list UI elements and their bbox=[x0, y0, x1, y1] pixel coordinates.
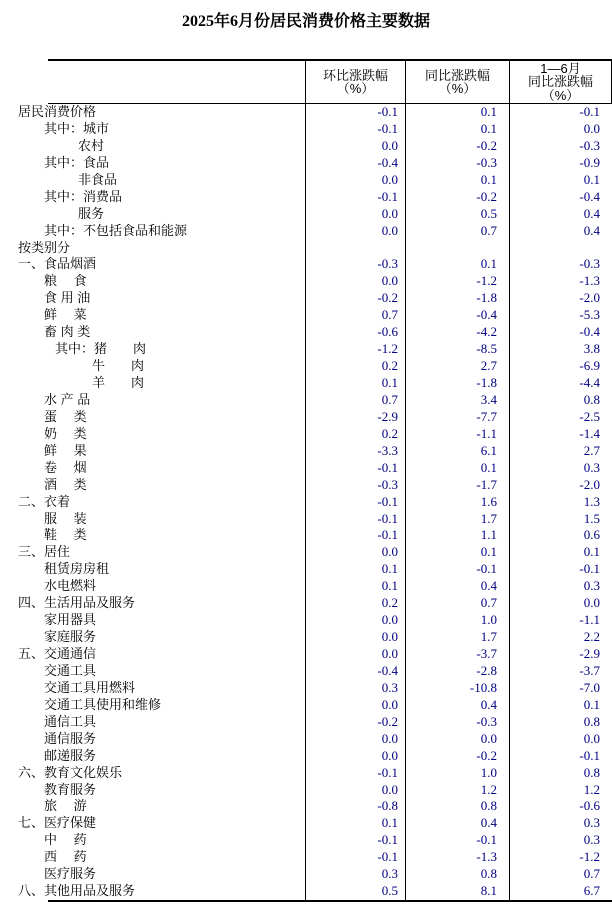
value-ytd: -0.4 bbox=[579, 188, 600, 204]
value-yoy: -0.4 bbox=[406, 307, 510, 324]
value-mom: -3.3 bbox=[306, 443, 406, 460]
row-label: 三、居住 bbox=[0, 544, 306, 561]
col-header-yoy bbox=[406, 61, 510, 103]
row-label: 医疗服务 bbox=[0, 866, 306, 883]
value-yoy: -1.7 bbox=[406, 477, 510, 494]
value-yoy: 1.0 bbox=[406, 765, 510, 782]
table-row bbox=[0, 697, 612, 714]
value-mom: -0.4 bbox=[306, 155, 406, 172]
value-mom: 0.5 bbox=[306, 883, 406, 900]
table-row bbox=[0, 375, 612, 392]
row-label: 四、生活用品及服务 bbox=[0, 595, 306, 612]
value-yoy: -7.7 bbox=[406, 409, 510, 426]
row-label: 粮 食 bbox=[0, 273, 306, 290]
table-row bbox=[0, 578, 612, 595]
value-mom: 0.2 bbox=[306, 358, 406, 375]
value-yoy: 0.4 bbox=[406, 815, 510, 832]
value-yoy: -1.2 bbox=[406, 273, 510, 290]
value-ytd: 1.2 bbox=[583, 781, 600, 797]
value-mom: -0.1 bbox=[306, 104, 406, 121]
value-ytd: 6.7 bbox=[583, 883, 600, 899]
value-mom: -0.4 bbox=[306, 663, 406, 680]
value-yoy: 1.2 bbox=[406, 782, 510, 799]
table-row bbox=[0, 731, 612, 748]
value-mom: 0.0 bbox=[306, 612, 406, 629]
table-row bbox=[0, 561, 612, 578]
row-label: 八、其他用品及服务 bbox=[0, 883, 306, 900]
table-row bbox=[0, 527, 612, 544]
value-ytd: -1.2 bbox=[579, 849, 600, 865]
value-yoy: -0.3 bbox=[406, 155, 510, 172]
value-ytd: -0.1 bbox=[579, 561, 600, 577]
value-mom: 0.0 bbox=[306, 748, 406, 765]
value-mom: 0.1 bbox=[306, 578, 406, 595]
row-label: 交通工具 bbox=[0, 663, 306, 680]
table-row bbox=[0, 629, 612, 646]
row-label: 旅 游 bbox=[0, 798, 306, 815]
table-row bbox=[0, 409, 612, 426]
table-row bbox=[0, 544, 612, 561]
value-ytd: 0.4 bbox=[583, 205, 600, 221]
col-header-ytd bbox=[510, 61, 612, 103]
value-yoy: 1.0 bbox=[406, 612, 510, 629]
value-ytd: -0.9 bbox=[579, 154, 600, 170]
value-yoy: -0.2 bbox=[406, 138, 510, 155]
row-label: 二、衣着 bbox=[0, 494, 306, 511]
value-yoy: 0.5 bbox=[406, 206, 510, 223]
table-row bbox=[0, 866, 612, 883]
cpi-table bbox=[0, 59, 612, 902]
table-row bbox=[0, 663, 612, 680]
table-row bbox=[0, 426, 612, 443]
value-ytd: 0.1 bbox=[583, 696, 600, 712]
col-header-yoy-line1: 同比涨跌幅 bbox=[424, 67, 490, 83]
value-mom: -2.9 bbox=[306, 409, 406, 426]
value-yoy: -1.3 bbox=[406, 849, 510, 866]
value-mom: 0.7 bbox=[306, 392, 406, 409]
table-row bbox=[0, 815, 612, 832]
table-row bbox=[0, 832, 612, 849]
table-row bbox=[0, 714, 612, 731]
value-mom bbox=[306, 240, 406, 257]
value-yoy: -3.7 bbox=[406, 646, 510, 663]
row-label: 居民消费价格 bbox=[0, 104, 306, 121]
table-row bbox=[0, 765, 612, 782]
value-yoy: -0.3 bbox=[406, 714, 510, 731]
row-label: 其中：食品 bbox=[0, 155, 306, 172]
row-label: 其中：不包括食品和能源 bbox=[0, 223, 306, 240]
value-mom: -0.1 bbox=[306, 765, 406, 782]
value-yoy bbox=[406, 240, 510, 257]
value-yoy: 0.7 bbox=[406, 223, 510, 240]
value-yoy: 1.6 bbox=[406, 494, 510, 511]
row-label: 鲜 菜 bbox=[0, 307, 306, 324]
table-header-row bbox=[48, 61, 612, 103]
table-bottom-border bbox=[48, 900, 612, 902]
value-yoy: 0.4 bbox=[406, 697, 510, 714]
value-mom: 0.0 bbox=[306, 629, 406, 646]
table-row bbox=[0, 189, 612, 206]
value-yoy: 3.4 bbox=[406, 392, 510, 409]
value-ytd: -5.3 bbox=[579, 307, 600, 323]
col-header-ytd-line3: （%） bbox=[541, 87, 580, 103]
value-ytd: 3.8 bbox=[583, 341, 600, 357]
table-row bbox=[0, 206, 612, 223]
value-mom: -0.3 bbox=[306, 477, 406, 494]
row-label: 六、教育文化娱乐 bbox=[0, 765, 306, 782]
value-mom: 0.0 bbox=[306, 206, 406, 223]
table-row bbox=[0, 443, 612, 460]
row-label: 食 用 油 bbox=[0, 290, 306, 307]
row-label: 蛋 类 bbox=[0, 409, 306, 426]
value-yoy: 0.1 bbox=[406, 544, 510, 561]
row-label: 五、交通通信 bbox=[0, 646, 306, 663]
value-mom: -0.3 bbox=[306, 256, 406, 273]
value-yoy: 0.1 bbox=[406, 460, 510, 477]
col-header-ytd-line2: 同比涨跌幅 bbox=[527, 74, 593, 90]
value-ytd: 0.6 bbox=[583, 527, 600, 543]
value-yoy: -1.8 bbox=[406, 290, 510, 307]
row-label: 其中：消费品 bbox=[0, 189, 306, 206]
value-yoy: 0.8 bbox=[406, 866, 510, 883]
value-mom: -0.1 bbox=[306, 121, 406, 138]
value-ytd: 0.3 bbox=[583, 578, 600, 594]
value-yoy: 1.7 bbox=[406, 629, 510, 646]
value-yoy: 2.7 bbox=[406, 358, 510, 375]
col-header-ytd-line1: 1—6月 bbox=[540, 60, 581, 76]
table-row bbox=[0, 748, 612, 765]
col-header-mom bbox=[306, 61, 406, 103]
value-ytd: 0.4 bbox=[583, 222, 600, 238]
table-row bbox=[0, 680, 612, 697]
col-header-blank bbox=[48, 61, 306, 103]
value-yoy: -0.2 bbox=[406, 748, 510, 765]
value-yoy: 1.1 bbox=[406, 527, 510, 544]
value-yoy: -8.5 bbox=[406, 341, 510, 358]
row-label: 酒 类 bbox=[0, 477, 306, 494]
table-row bbox=[0, 798, 612, 815]
row-label: 教育服务 bbox=[0, 782, 306, 799]
value-ytd: 1.5 bbox=[583, 510, 600, 526]
value-ytd: -0.3 bbox=[579, 256, 600, 272]
row-label: 水电燃料 bbox=[0, 578, 306, 595]
row-label: 按类别分 bbox=[0, 240, 306, 257]
row-label: 牛 肉 bbox=[0, 358, 306, 375]
value-ytd: -2.0 bbox=[579, 476, 600, 492]
row-label: 中 药 bbox=[0, 832, 306, 849]
row-label: 服务 bbox=[0, 206, 306, 223]
table-row bbox=[0, 172, 612, 189]
value-mom: 0.0 bbox=[306, 273, 406, 290]
value-mom: -0.6 bbox=[306, 324, 406, 341]
table-row bbox=[0, 358, 612, 375]
value-yoy: -0.1 bbox=[406, 561, 510, 578]
value-mom: 0.0 bbox=[306, 731, 406, 748]
table-row bbox=[0, 223, 612, 240]
value-mom: 0.2 bbox=[306, 426, 406, 443]
row-label: 其中：城市 bbox=[0, 121, 306, 138]
table-row bbox=[0, 273, 612, 290]
value-ytd: -0.1 bbox=[579, 104, 600, 119]
value-ytd: -0.3 bbox=[579, 137, 600, 153]
value-ytd: 0.0 bbox=[583, 120, 600, 136]
value-ytd: 0.1 bbox=[583, 544, 600, 560]
table-row bbox=[0, 341, 612, 358]
value-yoy: 0.1 bbox=[406, 121, 510, 138]
table-row bbox=[0, 392, 612, 409]
table-row bbox=[0, 324, 612, 341]
value-mom: 0.3 bbox=[306, 866, 406, 883]
row-label: 奶 类 bbox=[0, 426, 306, 443]
value-mom: 0.0 bbox=[306, 223, 406, 240]
table-row bbox=[0, 155, 612, 172]
value-ytd: 2.7 bbox=[583, 442, 600, 458]
value-ytd: -2.9 bbox=[579, 646, 600, 661]
row-label: 七、医疗保健 bbox=[0, 815, 306, 832]
value-mom: -0.1 bbox=[306, 460, 406, 477]
row-label: 西 药 bbox=[0, 849, 306, 866]
value-mom: 0.0 bbox=[306, 138, 406, 155]
row-label: 服 装 bbox=[0, 511, 306, 528]
table-row bbox=[0, 849, 612, 866]
value-mom: 0.1 bbox=[306, 815, 406, 832]
row-label: 交通工具使用和维修 bbox=[0, 697, 306, 714]
value-mom: -0.2 bbox=[306, 290, 406, 307]
table-row bbox=[0, 240, 612, 257]
value-ytd: 0.0 bbox=[583, 730, 600, 746]
value-mom: -0.1 bbox=[306, 832, 406, 849]
value-ytd: -1.3 bbox=[579, 273, 600, 289]
value-ytd: 0.3 bbox=[583, 815, 600, 831]
table-row bbox=[0, 104, 612, 121]
row-label: 农村 bbox=[0, 138, 306, 155]
value-ytd: 0.3 bbox=[583, 459, 600, 475]
value-mom: 0.0 bbox=[306, 782, 406, 799]
table-row bbox=[0, 121, 612, 138]
value-mom: 0.3 bbox=[306, 680, 406, 697]
value-ytd: 0.8 bbox=[583, 391, 600, 407]
value-mom: -0.1 bbox=[306, 494, 406, 511]
value-mom: -0.8 bbox=[306, 798, 406, 815]
value-yoy: 0.1 bbox=[406, 256, 510, 273]
value-mom: -0.1 bbox=[306, 189, 406, 206]
table-row bbox=[0, 646, 612, 663]
value-ytd: -1.1 bbox=[579, 612, 600, 628]
value-ytd: -3.7 bbox=[579, 662, 600, 678]
value-ytd: 0.1 bbox=[583, 171, 600, 187]
value-mom: -0.1 bbox=[306, 511, 406, 528]
row-label: 羊 肉 bbox=[0, 375, 306, 392]
value-yoy: 0.1 bbox=[406, 104, 510, 121]
value-mom: 0.2 bbox=[306, 595, 406, 612]
page-title: 2025年6月份居民消费价格主要数据 bbox=[181, 13, 430, 30]
table-row bbox=[0, 460, 612, 477]
value-ytd: 0.0 bbox=[583, 595, 600, 611]
row-label: 通信工具 bbox=[0, 714, 306, 731]
value-ytd: -4.4 bbox=[579, 375, 600, 390]
table-row bbox=[0, 307, 612, 324]
table-row bbox=[0, 138, 612, 155]
value-mom: 0.0 bbox=[306, 544, 406, 561]
value-ytd: -2.5 bbox=[579, 408, 600, 424]
col-header-mom-line1: 环比涨跌幅 bbox=[322, 67, 388, 83]
row-label: 卷 烟 bbox=[0, 460, 306, 477]
value-ytd: 0.8 bbox=[583, 713, 600, 729]
row-label: 家庭服务 bbox=[0, 629, 306, 646]
row-label: 畜 肉 类 bbox=[0, 324, 306, 341]
value-yoy: -4.2 bbox=[406, 324, 510, 341]
value-mom: 0.1 bbox=[306, 375, 406, 392]
row-label: 非食品 bbox=[0, 172, 306, 189]
value-ytd: -7.0 bbox=[579, 679, 600, 695]
row-label: 鞋 类 bbox=[0, 527, 306, 544]
row-label: 一、食品烟酒 bbox=[0, 256, 306, 273]
col-header-yoy-line2: （%） bbox=[438, 81, 477, 96]
row-label: 其中：猪 肉 bbox=[0, 341, 306, 358]
table-row bbox=[0, 290, 612, 307]
value-mom: 0.0 bbox=[306, 646, 406, 663]
value-ytd: -0.4 bbox=[579, 324, 600, 340]
value-ytd: -0.6 bbox=[579, 798, 600, 814]
value-yoy: 0.1 bbox=[406, 172, 510, 189]
row-label: 鲜 果 bbox=[0, 443, 306, 460]
value-mom: 0.7 bbox=[306, 307, 406, 324]
value-yoy: 6.1 bbox=[406, 443, 510, 460]
table-row bbox=[0, 256, 612, 273]
value-yoy: -0.2 bbox=[406, 189, 510, 206]
table-row bbox=[0, 595, 612, 612]
table-row bbox=[0, 477, 612, 494]
value-yoy: 0.8 bbox=[406, 798, 510, 815]
value-mom: -0.1 bbox=[306, 849, 406, 866]
table-row bbox=[0, 511, 612, 528]
value-yoy: 0.7 bbox=[406, 595, 510, 612]
table-row bbox=[0, 883, 612, 900]
value-ytd: -6.9 bbox=[579, 358, 600, 374]
value-mom: 0.0 bbox=[306, 697, 406, 714]
row-label: 交通工具用燃料 bbox=[0, 680, 306, 697]
value-yoy: 0.0 bbox=[406, 731, 510, 748]
value-yoy: 8.1 bbox=[406, 883, 510, 900]
value-yoy: -2.8 bbox=[406, 663, 510, 680]
value-ytd bbox=[510, 240, 612, 257]
value-yoy: -0.1 bbox=[406, 832, 510, 849]
value-yoy: -10.8 bbox=[406, 680, 510, 697]
value-ytd: 1.3 bbox=[583, 493, 600, 509]
value-ytd: 0.8 bbox=[583, 764, 600, 780]
value-mom: 0.1 bbox=[306, 561, 406, 578]
table-body bbox=[0, 104, 612, 900]
value-mom: -0.1 bbox=[306, 527, 406, 544]
value-mom: -1.2 bbox=[306, 341, 406, 358]
row-label: 通信服务 bbox=[0, 731, 306, 748]
value-yoy: -1.1 bbox=[406, 426, 510, 443]
row-label: 家用器具 bbox=[0, 612, 306, 629]
row-label: 租赁房房租 bbox=[0, 561, 306, 578]
value-ytd: -1.4 bbox=[579, 425, 600, 441]
value-ytd: -0.1 bbox=[579, 747, 600, 763]
value-yoy: 1.7 bbox=[406, 511, 510, 528]
value-yoy: 0.4 bbox=[406, 578, 510, 595]
col-header-mom-line2: （%） bbox=[336, 81, 375, 96]
table-row bbox=[0, 782, 612, 799]
value-ytd: 0.7 bbox=[583, 866, 600, 882]
value-ytd: 2.2 bbox=[583, 629, 600, 645]
value-ytd: 0.3 bbox=[583, 832, 600, 848]
table-row bbox=[0, 494, 612, 511]
row-label: 水 产 品 bbox=[0, 392, 306, 409]
value-mom: -0.2 bbox=[306, 714, 406, 731]
value-yoy: -1.8 bbox=[406, 375, 510, 392]
value-mom: 0.0 bbox=[306, 172, 406, 189]
value-ytd: -2.0 bbox=[579, 290, 600, 306]
table-row bbox=[0, 612, 612, 629]
row-label: 邮递服务 bbox=[0, 748, 306, 765]
